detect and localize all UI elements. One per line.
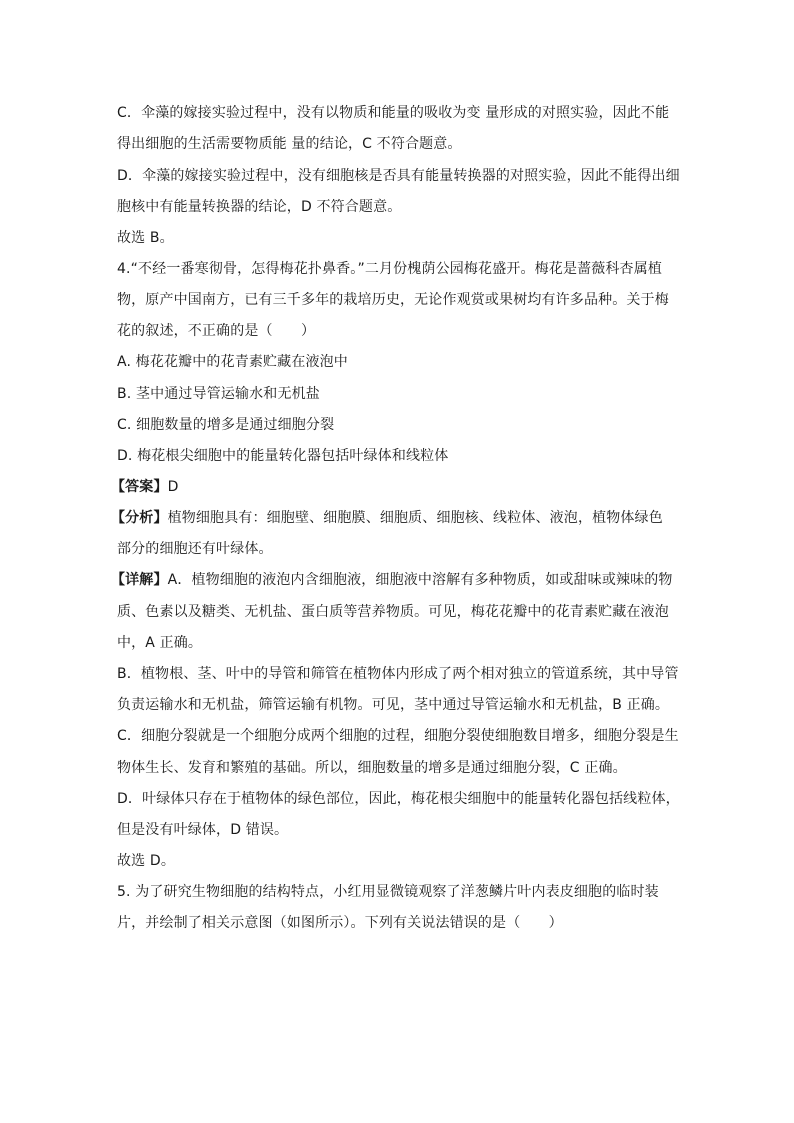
option-b: B. 茎中通过导管运输水和无机盐 [117,386,320,402]
text-line: 质、色素以及糖类、无机盐、蛋白质等营养物质。可见，梅花花瓣中的花青素贮藏在液泡 [117,604,669,620]
text-line: 故选 B。 [117,230,174,246]
detail-label: 【详解】 [111,572,168,588]
text-line: 物，原产中国南方，已有三千多年的栽培历史，无论作观赏或果树均有许多品种。关于梅 [117,292,669,308]
analysis-label: 【分析】 [111,510,168,526]
text-line: 但是没有叶绿体，D 错误。 [117,822,289,838]
detail-line [111,570,673,590]
text-line: D．伞藻的嫁接实验过程中，没有细胞核是否具有能量转换器的对照实验，因此不能得出细 [117,168,680,184]
analysis-text: 植物细胞具有：细胞壁、细胞膜、细胞质、细胞核、线粒体、液泡，植物体绿色 [167,510,663,526]
question-4-stem: 4.“不经一番寒彻骨，怎得梅花扑鼻香。”二月份槐荫公园梅花盛开。梅花是蔷薇科杏属植 [117,261,663,277]
text-line: 部分的细胞还有叶绿体。 [117,541,273,557]
option-c: C. 细胞数量的增多是通过细胞分裂 [117,417,335,433]
text-line: D．叶绿体只存在于植物体的绿色部位，因此，梅花根尖细胞中的能量转化器包括线粒体， [117,791,680,807]
answer-value: D [167,479,179,495]
text-line: 中，A 正确。 [117,635,203,651]
answer-label: 【答案】 [111,479,168,495]
text-line: C．伞藻的嫁接实验过程中，没有以物质和能量的吸收为变 量形成的对照实验，因此不能 [117,105,670,121]
text-line: 胞核中有能量转换器的结论，D 不符合题意。 [117,199,402,215]
text-line: 负责运输水和无机盐，筛管运输有机物。可见，茎中通过导管运输水和无机盐，B 正确。 [117,697,670,713]
text-line: B．植物根、茎、叶中的导管和筛管在植物体内形成了两个相对独立的管道系统，其中导管 [117,666,679,682]
analysis-line [111,508,663,528]
option-a: A. 梅花花瓣中的花青素贮藏在液泡中 [117,354,348,370]
text-line: 得出细胞的生活需要物质能 量的结论，C 不符合题意。 [117,136,462,152]
text-line: 故选 D。 [117,853,175,869]
text-line: 片，并绘制了相关示意图（如图所示）。下列有关说法错误的是（ ） [117,915,563,931]
answer-line [111,477,179,497]
option-d: D. 梅花根尖细胞中的能量转化器包括叶绿体和线粒体 [117,448,449,464]
text-line: 花的叙述，不正确的是（ ） [117,323,316,339]
text-line: C．细胞分裂就是一个细胞分成两个细胞的过程，细胞分裂使细胞数目增多，细胞分裂是生 [117,728,679,744]
detail-text: A．植物细胞的液泡内含细胞液，细胞液中溶解有多种物质，如或甜味或辣味的物 [167,572,673,588]
question-5-stem: 5. 为了研究生物细胞的结构特点，小红用显微镜观察了洋葱鳞片叶内表皮细胞的临时装 [117,884,659,900]
text-line: 物体生长、发育和繁殖的基础。所以，细胞数量的增多是通过细胞分裂，C 正确。 [117,760,627,776]
